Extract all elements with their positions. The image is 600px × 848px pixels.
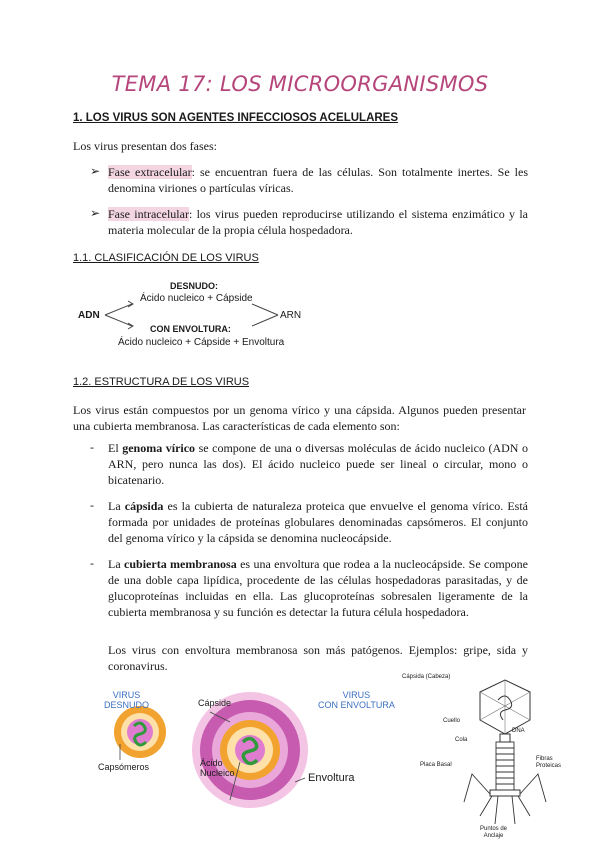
phase-extracellular-text: : se encuentran fuera de las células. Son totalmente inertes. Se les denomina viriones o partículas víricas. [108,165,528,195]
phage-head-label: Cápsida (Cabeza) [402,674,451,680]
dash-bullet: - [90,440,94,454]
section-1-heading: 1. LOS VIRUS SON AGENTES INFECCIOSOS ACELULARES [73,112,399,124]
phage-dna-label: DNA [512,728,525,734]
envoltura-label: Envoltura [308,772,355,784]
classification-arrows [100,290,280,340]
item-genome-bold: genoma vírico [122,441,196,455]
naked-formula: Ácido nucleico + Cápside [140,293,253,304]
item-capsid-text: es la cubierta de naturaleza proteica que envuelve el genoma vírico. Está formada por unidades de proteínas globulares denominadas capsómeros. El conjunto del genoma vírico y la cápsida se denomina nucleocápside. [108,499,529,545]
item-capsid-bold: cápsida [124,499,164,513]
item-capsid-pre: La [108,499,125,513]
naked-virus-label-line1: VIRUS [112,690,141,700]
phage-anchor-label-line1: Puntos de [480,826,508,832]
arrow-bullet-icon: ➢ [90,164,101,178]
page-title: TEMA 17: LOS MICROORGANISMOS [111,72,489,96]
enveloped-virus-label-line2: CON ENVOLTURA [318,700,395,710]
item-genome-text: se compone de una o diversas moléculas de ácido nucleico (ADN o ARN, pero nunca las dos). El ácido nucleico puede ser lineal o circular, mono o bicatenario. [108,441,528,487]
phage-fibers-label-line2: Proteicas [536,763,562,769]
closing-paragraph: Los virus con envoltura membranosa son más patógenos. Ejemplos: gripe, sida y coronavirus. [108,643,528,673]
item-capsid [108,498,528,546]
dash-bullet: - [90,498,94,512]
naked-virus [114,706,166,760]
phage-fibers-label [536,756,561,770]
arn-label: ARN [280,310,302,321]
item-membrane [108,556,528,620]
enveloped-virus [192,692,308,808]
nucleic-acid-label-line1: Ácido [200,758,223,768]
item-membrane-pre: La [108,557,125,571]
naked-virus-label-line2: DESNUDO [104,700,150,710]
arrow-bullet-icon: ➢ [90,206,101,220]
phase-intracellular-text: : los virus pueden reproducirse utilizando el sistema enzimático y la materia molecular de la propia célula hospedadora. [108,207,528,237]
item-genome [108,440,528,488]
item-membrane-text: es una envoltura que rodea a la nucleocápside. Se compone de una doble capa lipídica, procedente de las células hospedadoras parasitadas, y de glucoproteínas incluidas en ella. Las glucoproteínas sobresalen ligeramente de la cubierta membranosa y su función es detectar la futura célula hospedadora. [108,557,528,619]
nucleic-acid-label-line2: Nucleico [200,768,235,778]
item-membrane-bold: cubierta membranosa [124,557,237,571]
naked-virus-label [104,690,149,710]
phage-anchor-label-line2: Anclaje [483,833,504,839]
phage-neck-label: Cuello [443,718,461,724]
phase-extracellular [108,164,528,196]
enveloped-virus-label [318,690,395,710]
section-1-1-heading: 1.1. CLASIFICACIÓN DE LOS VIRUS [73,252,259,264]
phage-anchor-label [480,826,507,840]
adn-label: ADN [78,310,100,321]
item-genome-pre: El [108,441,123,455]
phage-tail-label: Cola [455,737,468,743]
phase-extracellular-label: Fase extracelular [108,165,192,179]
section-1-intro: Los virus presentan dos fases: [73,139,217,153]
dash-bullet: - [90,556,94,570]
capside-label: Cápside [198,698,232,708]
envelope-label: CON ENVOLTURA: [150,324,231,334]
section-1-2-heading: 1.2. ESTRUCTURA DE LOS VIRUS [73,376,250,388]
envelope-formula: Ácido nucleico + Cápside + Envoltura [118,337,285,348]
capsomeros-label: Capsómeros [98,762,150,772]
nucleic-acid-label [200,758,235,778]
naked-label: DESNUDO: [170,281,219,291]
section-1-2-intro: Los virus están compuestos por un genoma vírico y una cápsida. Algunos pueden presentar una cubierta membranosa. Las características de cada elemento son: [73,403,526,433]
phage-plate-label: Placa Basal [420,762,452,768]
phage-fibers-label-line1: Fibras [536,756,553,762]
phase-intracellular-label: Fase intracelular [108,207,189,221]
enveloped-virus-label-line1: VIRUS [342,690,371,700]
phase-intracellular [108,206,528,238]
